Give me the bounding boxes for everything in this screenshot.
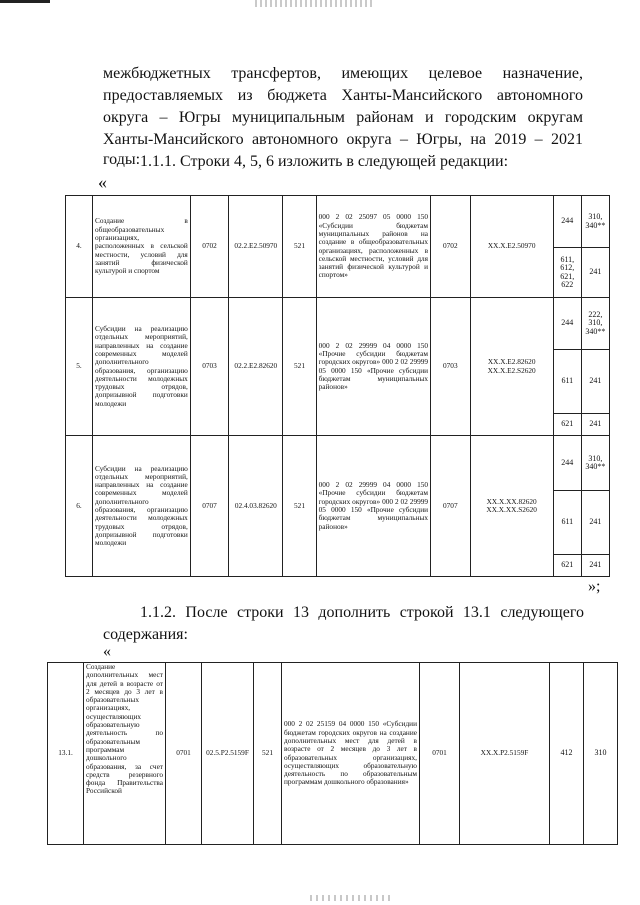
row-code: XX.X.P2.5159F	[460, 663, 550, 845]
row-kbk: 000 2 02 29999 04 0000 150 «Прочие субсидии бюджетам городских округов» 000 2 02 29999 05 0000 150 «Прочие субсидии бюджетам муниципальных районов»	[316, 298, 430, 436]
row-gr: 521	[283, 298, 316, 436]
row-program: 02.4.03.82620	[229, 436, 283, 577]
row-name: Создание в общеобразовательных организациях, расположенных в сельской местности, условий для занятий физической культурой и спортом	[93, 196, 191, 298]
scan-mark-top	[0, 0, 50, 3]
row-program: 02.2.Е2.50970	[229, 196, 283, 298]
table-row	[66, 436, 610, 491]
row-gr: 521	[283, 196, 316, 298]
row-section: 0702	[190, 196, 228, 298]
row-name: Создание дополнительных мест для детей в возрасте от 2 месяцев до 3 лет в образовательных организациях, осуществляющих образовательную деятельность по образовательным программам дошкольного образования, за счет средств резервного фонда Правительства Российской	[84, 663, 166, 845]
row-number: 6.	[66, 436, 93, 577]
row-code: XX.X.XX.82620 XX.X.XX.S2620	[470, 436, 553, 577]
row-type-a: 412	[550, 663, 584, 845]
table-1	[65, 195, 610, 577]
row-type-a: 611	[553, 350, 581, 414]
row-type-a: 611, 612, 621, 622	[553, 248, 581, 298]
row-type-b: 241	[581, 350, 609, 414]
row-kbk: 000 2 02 25097 05 0000 150 «Субсидии бюджетам муниципальных районов на создание в общеобразовательных организациях, расположенных в сельской местности, условий для занятий физической культурой и спортом»	[316, 196, 430, 298]
row-program: 02.2.Е2.82620	[229, 298, 283, 436]
row-section2: 0701	[420, 663, 460, 845]
row-type-a: 244	[553, 298, 581, 350]
row-section: 0707	[190, 436, 228, 577]
row-type-b: 241	[581, 414, 609, 436]
table-row	[48, 663, 618, 845]
row-name: Субсидии на реализацию отдельных мероприятий, направленных на создание современных моделей дополнительного образования, организацию деятельности молодежных трудовых отрядов, допризывной подготовки молодежи	[93, 436, 191, 577]
open-quote-2: «	[103, 643, 111, 660]
row-number: 13.1.	[48, 663, 84, 845]
row-type-a: 244	[553, 436, 581, 491]
row-section: 0701	[166, 663, 202, 845]
row-number: 5.	[66, 298, 93, 436]
row-section2: 0702	[431, 196, 471, 298]
row-code: XX.X.E2.82620 XX.X.E2.S2620	[470, 298, 553, 436]
table-2	[47, 662, 618, 845]
table-row	[66, 196, 610, 248]
row-gr: 521	[283, 436, 316, 577]
open-quote: «	[98, 172, 107, 192]
row-number: 4.	[66, 196, 93, 298]
header-line-1: межбюджетных трансфертов, имеющих целевое назначение,	[103, 65, 583, 82]
clause-2-line-2: содержания:	[103, 626, 188, 643]
row-type-a: 611	[553, 491, 581, 555]
row-section2: 0703	[431, 298, 471, 436]
header-line-3: округа – Югры муниципальным районам и городским округам	[103, 109, 583, 126]
row-type-a: 621	[553, 555, 581, 577]
table-row	[66, 298, 610, 350]
row-type-b: 241	[581, 491, 609, 555]
row-type-a: 244	[553, 196, 581, 248]
row-gr: 521	[254, 663, 282, 845]
clause-1: 1.1.1. Строки 4, 5, 6 изложить в следующей редакции:	[140, 153, 509, 170]
row-kbk: 000 2 02 25159 04 0000 150 «Субсидии бюджетам городских округов на создание дополнительных мест для детей в возрасте от 2 месяцев до 3 лет в образовательных организациях, осуществляющих образовательную деятельность по образовательным программам дошкольного образования»	[282, 663, 420, 845]
row-type-b: 310	[584, 663, 618, 845]
clause-2-line-1: 1.1.2. После строки 13 дополнить строкой 13.1 следующего	[140, 604, 584, 621]
row-section2: 0707	[431, 436, 471, 577]
row-program: 02.5.P2.5159F	[202, 663, 254, 845]
row-type-b: 222, 310, 340**	[581, 298, 609, 350]
row-type-b: 310, 340**	[581, 436, 609, 491]
row-type-b: 241	[581, 248, 609, 298]
row-code: XX.X.E2.50970	[470, 196, 553, 298]
row-type-b: 310, 340**	[581, 196, 609, 248]
row-section: 0703	[190, 298, 228, 436]
scan-noise-top	[255, 0, 375, 7]
close-quote: »;	[588, 578, 601, 595]
header-line-2: предоставляемых из бюджета Ханты-Мансийского автономного	[103, 87, 583, 104]
scan-noise-bottom	[310, 895, 390, 901]
row-type-b: 241	[581, 555, 609, 577]
row-name: Субсидии на реализацию отдельных мероприятий, направленных на создание современных моделей дополнительного образования, организацию деятельности молодежных трудовых отрядов, допризывной подготовки молодежи	[93, 298, 191, 436]
header-line-4: Ханты-Мансийского автономного округа – Югры, на 2019 – 2021 годы:	[103, 131, 583, 168]
row-kbk: 000 2 02 29999 04 0000 150 «Прочие субсидии бюджетам городских округов» 000 2 02 29999 05 0000 150 «Прочие субсидии бюджетам муниципальных районов»	[316, 436, 430, 577]
row-type-a: 621	[553, 414, 581, 436]
